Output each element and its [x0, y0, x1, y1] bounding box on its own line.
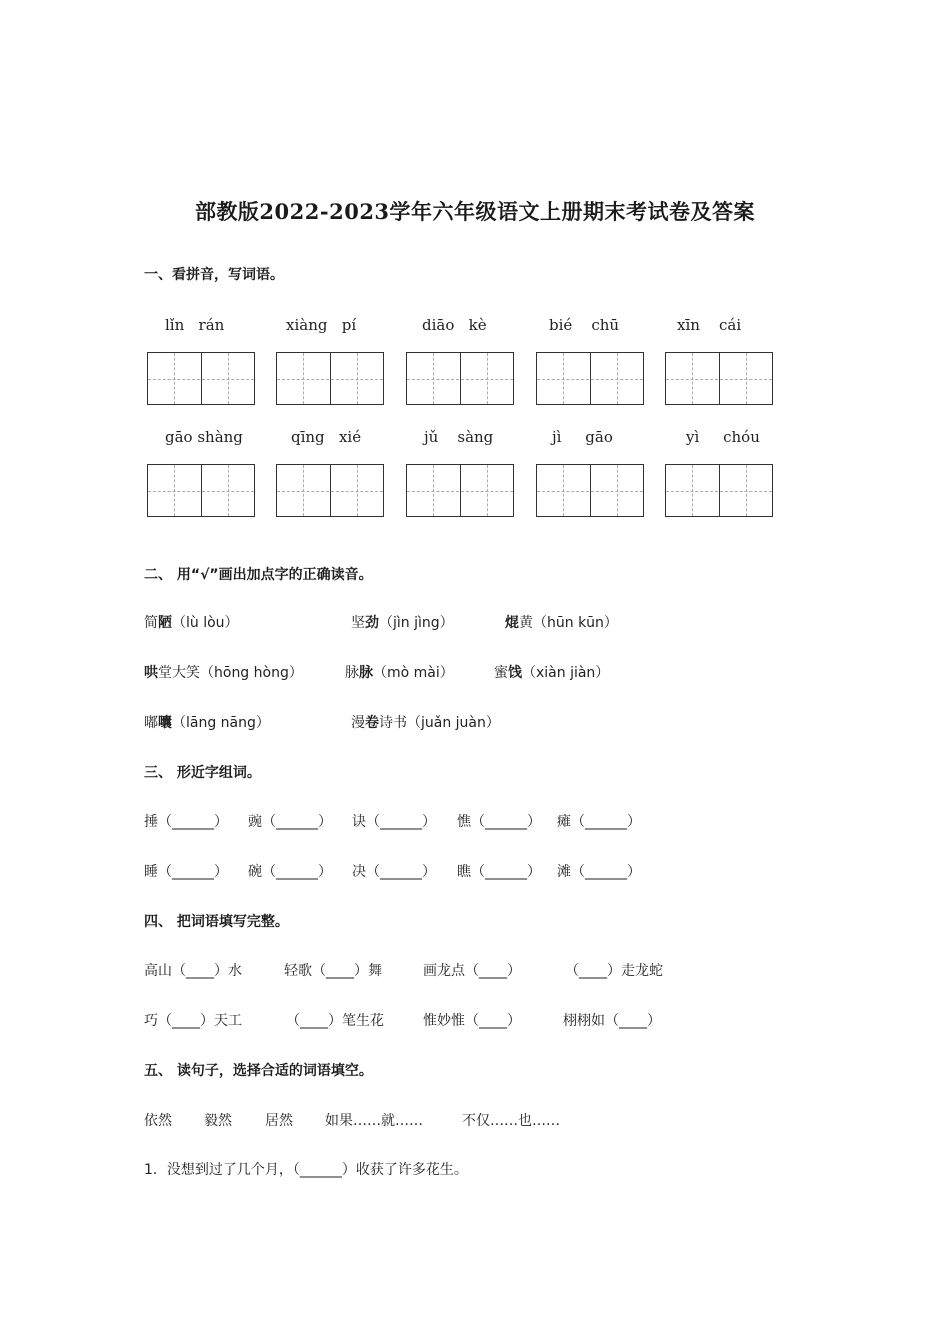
pronunciation-item[interactable]: 简陋（lù lòu） [144, 615, 239, 631]
writing-box[interactable] [665, 352, 773, 405]
idiom-blank[interactable]: 巧（____）天工 [144, 1013, 242, 1029]
idiom-blank[interactable]: 惟妙惟（____） [423, 1013, 521, 1029]
pinyin-2-2: qīng xié [291, 428, 362, 446]
writing-box[interactable] [406, 352, 514, 405]
idiom-blank[interactable]: 栩栩如（____） [563, 1013, 661, 1029]
page-title: 部教版2022-2023学年六年级语文上册期末考试卷及答案 [194, 199, 756, 224]
pinyin-row-2 [0, 428, 950, 452]
option-word: 不仅……也…… [462, 1113, 560, 1129]
section-5-heading: 五、 读句子，选择合适的词语填空。 [144, 1063, 373, 1079]
pronunciation-item[interactable]: 脉脉（mò mài） [345, 665, 454, 681]
writing-grid-row-2 [0, 464, 950, 520]
word-blank[interactable]: 憔（______） [457, 814, 541, 830]
writing-box[interactable] [147, 464, 255, 517]
pronunciation-item[interactable]: 嘟囔（lāng nāng） [144, 715, 270, 731]
pinyin-1-2: xiàng pí [286, 316, 357, 334]
option-word: 毅然 [204, 1113, 232, 1129]
word-blank[interactable]: 诀（______） [352, 814, 436, 830]
section-1-heading: 一、看拼音，写词语。 [144, 267, 284, 283]
section-3-heading: 三、 形近字组词。 [144, 765, 261, 781]
word-blank[interactable]: 瞧（______） [457, 864, 541, 880]
pronunciation-item[interactable]: 哄堂大笑（hōng hòng） [144, 665, 303, 681]
pronunciation-item[interactable]: 焜黄（hūn kūn） [505, 615, 618, 631]
idiom-blank[interactable]: 高山（____）水 [144, 963, 242, 979]
idiom-blank[interactable]: 画龙点（____） [423, 963, 521, 979]
writing-box[interactable] [276, 464, 384, 517]
pinyin-row-1 [0, 316, 950, 340]
pronunciation-item[interactable]: 坚劲（jìn jìng） [351, 615, 454, 631]
option-word: 居然 [265, 1113, 293, 1129]
writing-box[interactable] [406, 464, 514, 517]
pinyin-2-1: gāo shàng [165, 428, 243, 446]
idiom-blank[interactable]: （____）笔生花 [286, 1013, 384, 1029]
section-2-heading: 二、 用“√”画出加点字的正确读音。 [144, 567, 373, 583]
writing-box[interactable] [536, 352, 644, 405]
word-blank[interactable]: 捶（______） [144, 814, 228, 830]
pinyin-2-5: yì chóu [686, 428, 760, 446]
section-4-heading: 四、 把词语填写完整。 [144, 914, 289, 930]
pinyin-1-4: bié chū [549, 316, 620, 334]
word-blank[interactable]: 睡（______） [144, 864, 228, 880]
pronunciation-item[interactable]: 漫卷诗书（juǎn juàn） [351, 715, 500, 731]
word-blank[interactable]: 瘫（______） [557, 814, 641, 830]
question-1[interactable]: 1．没想到过了几个月，（______）收获了许多花生。 [144, 1162, 468, 1178]
option-word: 如果……就…… [325, 1113, 423, 1129]
pinyin-2-3: jǔ sàng [424, 428, 494, 446]
pinyin-1-1: lǐn rán [165, 316, 225, 334]
pinyin-2-4: jì gāo [552, 428, 613, 446]
writing-box[interactable] [276, 352, 384, 405]
writing-box[interactable] [665, 464, 773, 517]
idiom-blank[interactable]: 轻歌（____）舞 [284, 963, 382, 979]
pinyin-1-5: xīn cái [677, 316, 742, 334]
word-blank[interactable]: 滩（______） [557, 864, 641, 880]
writing-box[interactable] [147, 352, 255, 405]
pinyin-1-3: diāo kè [422, 316, 487, 334]
writing-grid-row-1 [0, 352, 950, 408]
word-blank[interactable]: 豌（______） [248, 814, 332, 830]
writing-box[interactable] [536, 464, 644, 517]
option-word: 依然 [144, 1113, 172, 1129]
idiom-blank[interactable]: （____）走龙蛇 [565, 963, 663, 979]
word-blank[interactable]: 碗（______） [248, 864, 332, 880]
word-blank[interactable]: 决（______） [352, 864, 436, 880]
pronunciation-item[interactable]: 蜜饯（xiàn jiàn） [494, 665, 610, 681]
